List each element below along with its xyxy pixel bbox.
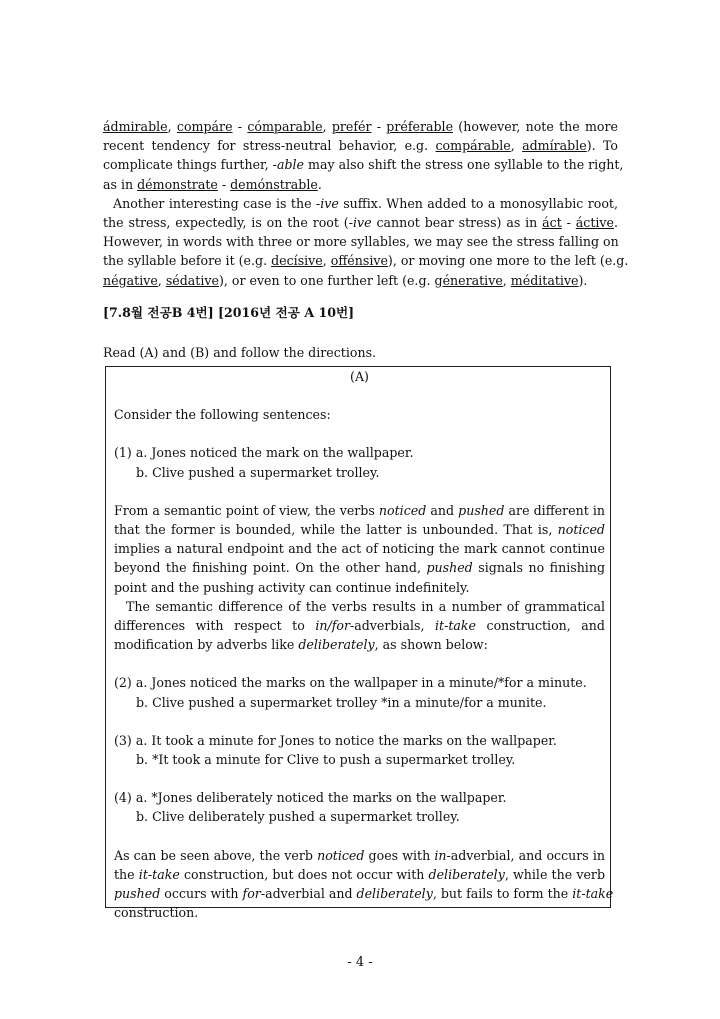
- example-sentence: b. Clive pushed a supermarket trolley *in a minute/for a munite.: [136, 694, 547, 710]
- example-sentence: (3) a. It took a minute for Jones to notice the marks on the wallpaper.: [114, 732, 557, 748]
- example-word: cómparable: [247, 119, 323, 134]
- document-body: [103, 117, 629, 362]
- example-word: génerative: [434, 272, 503, 288]
- text-line: modification by adverbs like deliberately, as shown below:: [114, 637, 488, 653]
- example-word: áct: [542, 215, 562, 231]
- text-line: As can be seen above, the verb noticed goes with in-adverbial, and occurs in: [114, 847, 605, 863]
- box-label: (A): [350, 369, 369, 384]
- example-word: prefér: [331, 119, 372, 134]
- text-line: Consider the following sentences:: [114, 407, 331, 423]
- example-word: démonstrate: [137, 176, 218, 192]
- text-line: the syllable before it (e.g. decísive, offénsive), or moving one more to the left (e.g.: [103, 253, 629, 269]
- text-line: construction.: [114, 905, 199, 921]
- text-line: as in démonstrate - demónstrable.: [103, 176, 322, 192]
- page-number: - 4 -: [347, 955, 373, 970]
- passage-box-a: [105, 366, 614, 921]
- example-word: compárable: [435, 138, 511, 154]
- example-sentence: (4) a. *Jones deliberately noticed the marks on the wallpaper.: [114, 790, 507, 806]
- intro-paragraph: [103, 117, 629, 290]
- instruction-text: Read (A) and (B) and follow the directions.: [103, 345, 377, 361]
- text-line: implies a natural endpoint and the act of noticing the mark cannot continue: [114, 541, 605, 557]
- example-sentence: b. *It took a minute for Clive to push a supermarket trolley.: [136, 752, 516, 768]
- text-line: the it-take construction, but does not occur with deliberately, while the verb: [114, 866, 606, 882]
- example-word: compáre: [176, 119, 233, 134]
- text-line: négative, sédative), or even to one further left (e.g. génerative, méditative).: [103, 272, 588, 288]
- example-word: préferable: [386, 119, 454, 134]
- text-line: The semantic difference of the verbs results in a number of grammatical: [126, 598, 605, 614]
- example-sentence: (2) a. Jones noticed the marks on the wallpaper in a minute/*for a minute.: [114, 675, 587, 691]
- text-line: that the former is bounded, while the latter is unbounded. That is, noticed: [114, 522, 605, 538]
- text-line: pushed occurs with for-adverbial and deliberately, but fails to form the it-take: [114, 886, 614, 902]
- question-heading: [7.8월 전공B 4번] [2016년 전공 A 10번]: [103, 304, 355, 320]
- example-sentence: b. Clive pushed a supermarket trolley.: [136, 464, 380, 480]
- example-word: sédative: [165, 272, 219, 288]
- example-word: négative: [103, 272, 158, 288]
- example-word: offénsive: [330, 253, 388, 269]
- text-line: However, in words with three or more syllables, we may see the stress falling on: [103, 234, 619, 250]
- text-line: Another interesting case is the -ive suffix. When added to a monosyllabic root,: [113, 195, 618, 211]
- text-line: the stress, expectedly, is on the root (-ive cannot bear stress) as in áct - áctive.: [103, 215, 618, 231]
- example-sentence: b. Clive deliberately pushed a supermarket trolley.: [136, 809, 460, 825]
- example-word: admírable: [522, 138, 587, 154]
- text-line: differences with respect to in/for-adverbials, it-take construction, and: [114, 618, 605, 634]
- example-word: áctive: [575, 215, 614, 231]
- text-line: recent tendency for stress-neutral behavior, e.g. compárable, admírable). To: [103, 138, 618, 154]
- text-line: From a semantic point of view, the verbs noticed and pushed are different in: [114, 502, 605, 518]
- example-sentence: (1) a. Jones noticed the mark on the wallpaper.: [114, 445, 414, 461]
- example-word: méditative: [510, 272, 579, 288]
- text-line: beyond the finishing point. On the other hand, pushed signals no finishing: [114, 560, 606, 576]
- example-word: ádmirable: [103, 119, 168, 134]
- text-line: point and the pushing activity can continue indefinitely.: [114, 579, 470, 595]
- text-line: ádmirable, compáre - cómparable, prefér - préferable (however, note the more: [103, 119, 618, 134]
- example-word: demónstrable: [230, 176, 318, 192]
- text-line: complicate things further, -able may also shift the stress one syllable to the right,: [103, 157, 624, 173]
- example-word: decísive: [271, 253, 323, 269]
